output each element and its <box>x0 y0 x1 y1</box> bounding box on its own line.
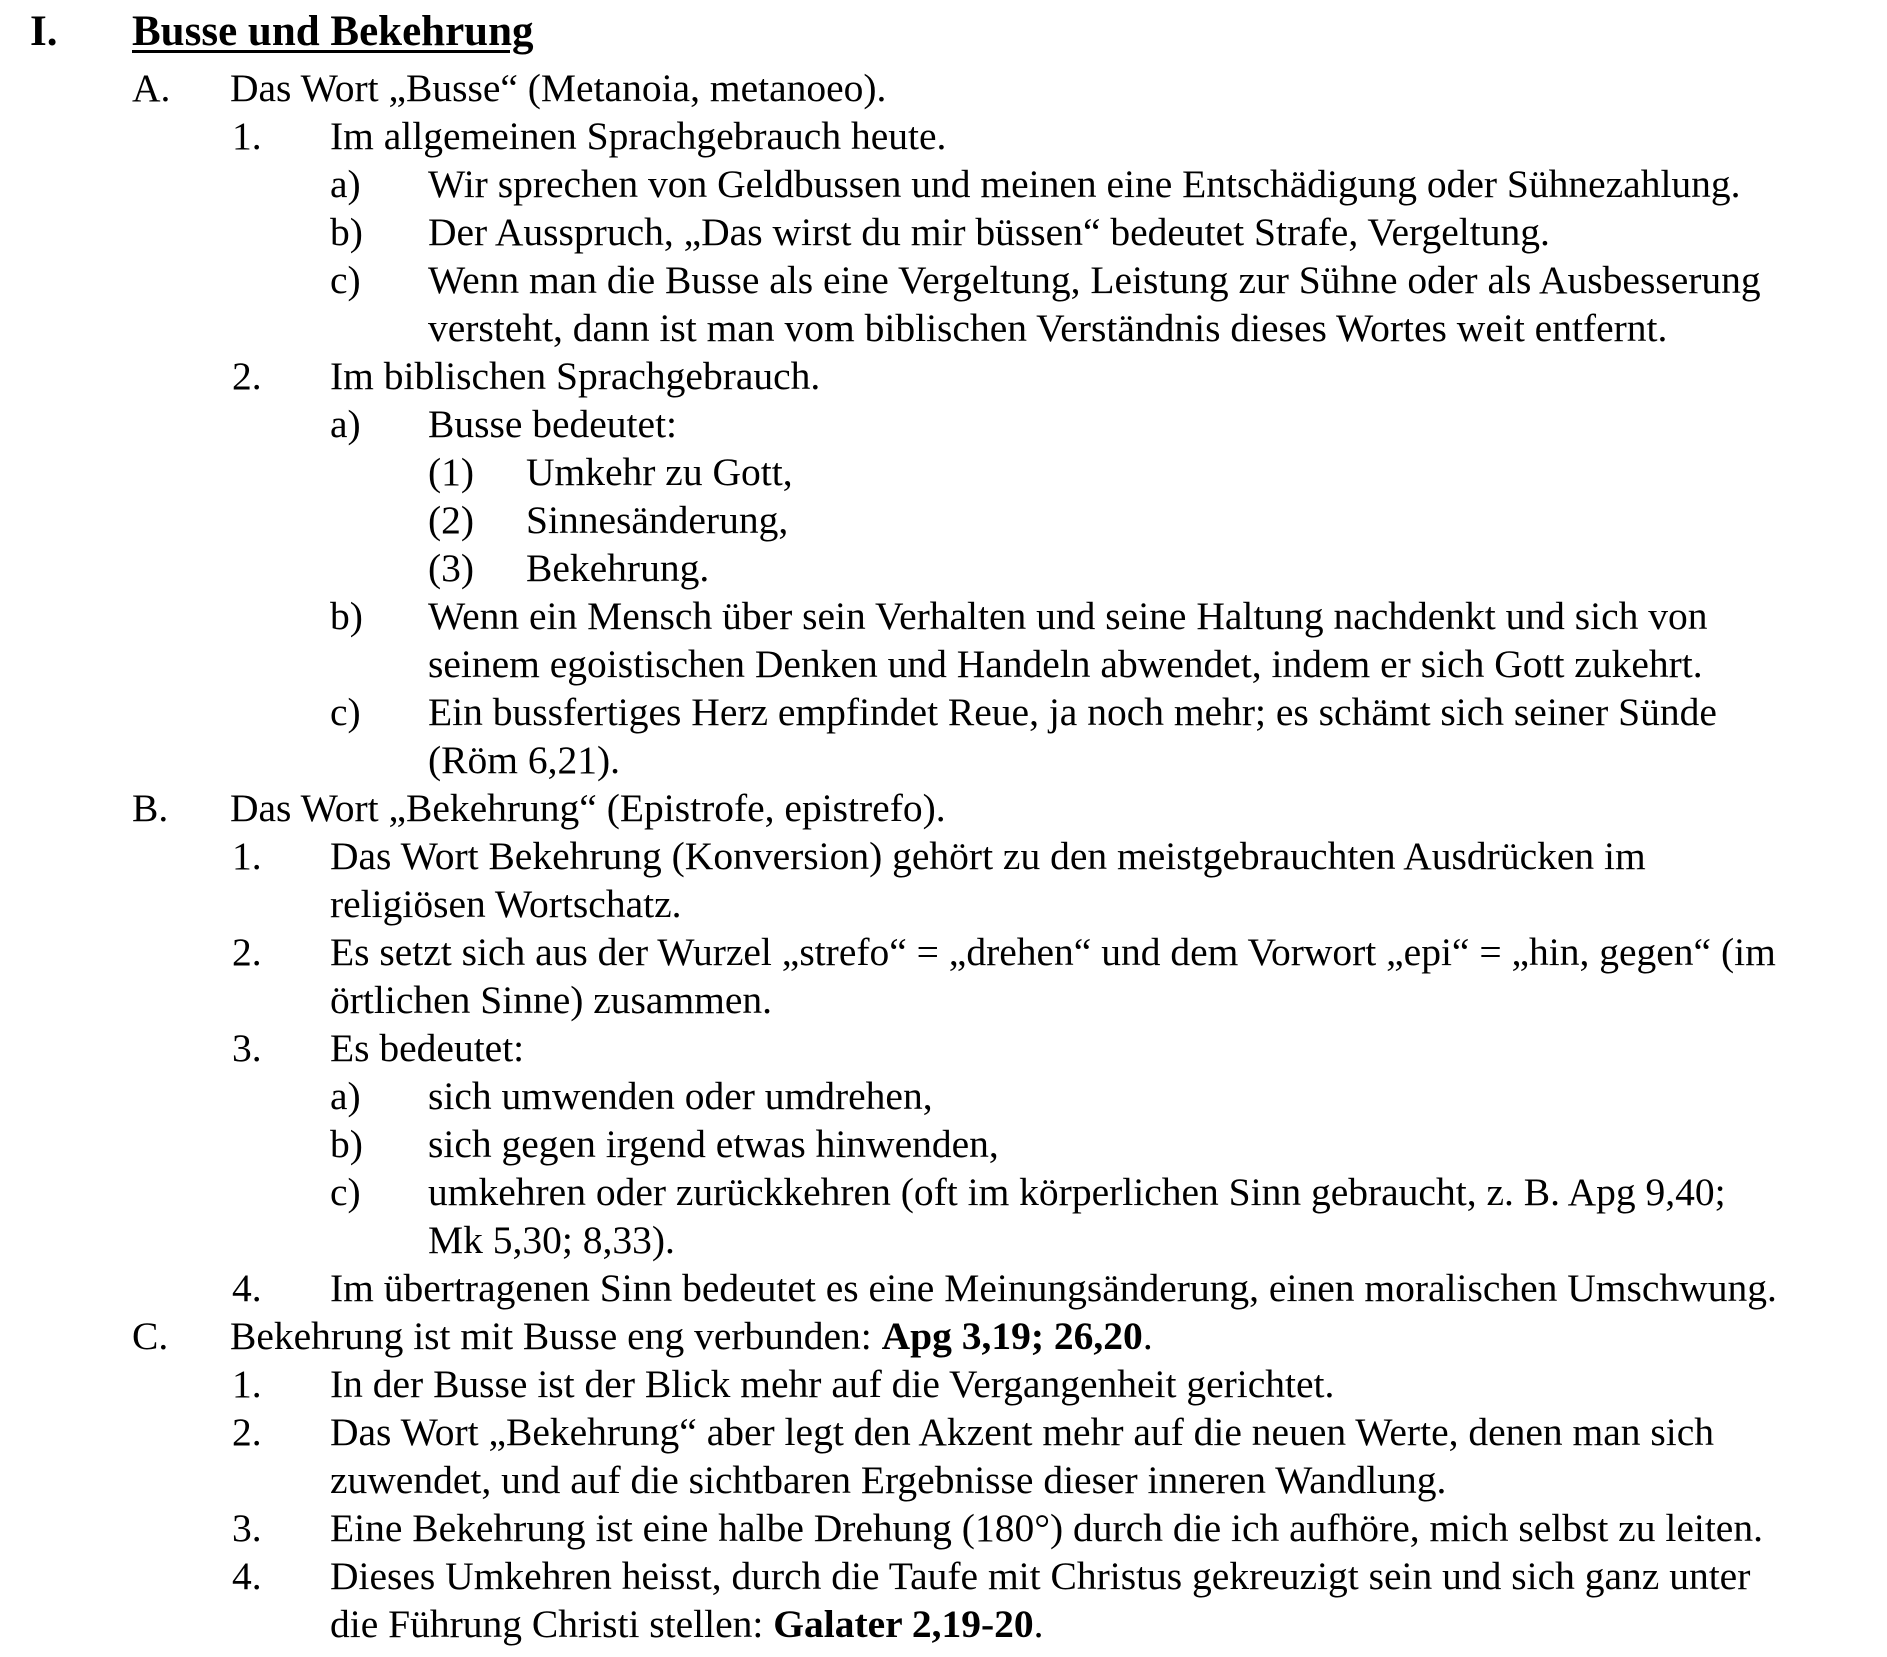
outline-item-A1a <box>0 160 1887 208</box>
outline-item-A1c <box>0 256 1887 304</box>
bible-reference: Galater 2,19-20 <box>773 1602 1034 1646</box>
item-label: a) <box>330 1074 361 1118</box>
item-label: 2. <box>232 1410 262 1454</box>
item-text: Der Ausspruch, „Das wirst du mir büssen“ bedeutet Strafe, Vergeltung. <box>428 210 1550 254</box>
item-label: c) <box>330 258 361 302</box>
section-label: I. <box>30 8 58 55</box>
item-text: Im übertragenen Sinn bedeutet es eine Meinungsänderung, einen moralischen Umschwung. <box>330 1266 1777 1310</box>
outline-item-A2c-continuation <box>0 736 1887 784</box>
item-text: Mk 5,30; 8,33). <box>428 1218 675 1262</box>
item-text: Sinnesänderung, <box>526 498 789 542</box>
outline-item-B3a <box>0 1072 1887 1120</box>
item-text: Dieses Umkehren heisst, durch die Taufe mit Christus gekreuzigt sein und sich ganz unter <box>330 1554 1751 1598</box>
item-text: Busse bedeutet: <box>428 402 678 446</box>
item-text: Das Wort „Busse“ (Metanoia, metanoeo). <box>230 66 887 110</box>
item-label: C. <box>132 1314 169 1358</box>
outline-item-A1c-continuation <box>0 304 1887 352</box>
item-text: zuwendet, und auf die sichtbaren Ergebnisse dieser inneren Wandlung. <box>330 1458 1447 1502</box>
item-text: Das Wort „Bekehrung“ (Epistrofe, epistrefo). <box>230 786 946 830</box>
item-text: Wir sprechen von Geldbussen und meinen eine Entschädigung oder Sühnezahlung. <box>428 162 1741 206</box>
item-text: Es bedeutet: <box>330 1026 525 1070</box>
item-label: 4. <box>232 1266 262 1310</box>
item-text <box>230 1312 1153 1360</box>
item-text: versteht, dann ist man vom biblischen Verständnis dieses Wortes weit entfernt. <box>428 306 1668 350</box>
item-label: (2) <box>428 498 475 542</box>
section-title: Busse und Bekehrung <box>132 8 534 55</box>
item-text: Eine Bekehrung ist eine halbe Drehung (180°) durch die ich aufhöre, mich selbst zu leiten. <box>330 1506 1763 1550</box>
item-label: A. <box>132 66 171 110</box>
outline-item-A2a2 <box>0 496 1887 544</box>
item-label: b) <box>330 210 363 254</box>
outline-item-B3c-continuation <box>0 1216 1887 1264</box>
item-label: c) <box>330 690 361 734</box>
outline-item-A2a <box>0 400 1887 448</box>
outline-item-C <box>0 1312 1887 1360</box>
outline-item-A2a3 <box>0 544 1887 592</box>
item-label: 3. <box>232 1026 262 1070</box>
item-label: a) <box>330 402 361 446</box>
outline-item-C2 <box>0 1408 1887 1456</box>
item-label: B. <box>132 786 169 830</box>
outline-item-B1 <box>0 832 1887 880</box>
item-label: (3) <box>428 546 475 590</box>
outline-item-C2-continuation <box>0 1456 1887 1504</box>
outline-item-A1 <box>0 112 1887 160</box>
outline-item-B3b <box>0 1120 1887 1168</box>
item-text: Ein bussfertiges Herz empfindet Reue, ja noch mehr; es schämt sich seiner Sünde <box>428 690 1717 734</box>
outline-item-C3 <box>0 1504 1887 1552</box>
item-text: (Röm 6,21). <box>428 738 621 782</box>
outline-item-B3 <box>0 1024 1887 1072</box>
item-label: b) <box>330 1122 363 1166</box>
item-label: 4. <box>232 1554 262 1598</box>
item-label: 3. <box>232 1506 262 1550</box>
item-text-end: . <box>1033 1602 1044 1646</box>
outline-item-C1 <box>0 1360 1887 1408</box>
item-label: 1. <box>232 834 262 878</box>
outline-item-B3c <box>0 1168 1887 1216</box>
item-text: Bekehrung. <box>526 546 710 590</box>
outline-item-A <box>0 64 1887 112</box>
outline-item-A1b <box>0 208 1887 256</box>
item-text: Das Wort „Bekehrung“ aber legt den Akzent mehr auf die neuen Werte, denen man sich <box>330 1410 1715 1454</box>
outline-item-A2b-continuation <box>0 640 1887 688</box>
item-text: umkehren oder zurückkehren (oft im körperlichen Sinn gebraucht, z. B. Apg 9,40; <box>428 1170 1726 1214</box>
item-text: Im allgemeinen Sprachgebrauch heute. <box>330 114 947 158</box>
item-text-plain: Bekehrung ist mit Busse eng verbunden: <box>230 1314 882 1358</box>
item-text <box>330 1600 1044 1648</box>
item-text: religiösen Wortschatz. <box>330 882 682 926</box>
outline-item-A2 <box>0 352 1887 400</box>
outline-item-B <box>0 784 1887 832</box>
item-text: Wenn ein Mensch über sein Verhalten und seine Haltung nachdenkt und sich von <box>428 594 1708 638</box>
item-label: a) <box>330 162 361 206</box>
item-label: 1. <box>232 114 262 158</box>
item-label: (1) <box>428 450 475 494</box>
item-text: seinem egoistischen Denken und Handeln abwendet, indem er sich Gott zukehrt. <box>428 642 1703 686</box>
item-text: Wenn man die Busse als eine Vergeltung, Leistung zur Sühne oder als Ausbesserung <box>428 258 1761 302</box>
outline-item-A2b <box>0 592 1887 640</box>
outline-item-C4 <box>0 1552 1887 1600</box>
item-label: 2. <box>232 354 262 398</box>
bible-reference: Apg 3,19; 26,20 <box>881 1314 1143 1358</box>
outline-item-B2 <box>0 928 1887 976</box>
item-label: 2. <box>232 930 262 974</box>
item-text-end: . <box>1142 1314 1153 1358</box>
item-text: In der Busse ist der Blick mehr auf die Vergangenheit gerichtet. <box>330 1362 1335 1406</box>
outline-item-A2c <box>0 688 1887 736</box>
outline-item-C4-continuation <box>0 1600 1887 1648</box>
outline-item-B1-continuation <box>0 880 1887 928</box>
item-text: örtlichen Sinne) zusammen. <box>330 978 773 1022</box>
outline-item-B4 <box>0 1264 1887 1312</box>
section-heading <box>0 8 1887 56</box>
item-text: Im biblischen Sprachgebrauch. <box>330 354 821 398</box>
item-text: sich gegen irgend etwas hinwenden, <box>428 1122 999 1166</box>
item-text: Umkehr zu Gott, <box>526 450 793 494</box>
item-text-plain: die Führung Christi stellen: <box>330 1602 774 1646</box>
outline-item-B2-continuation <box>0 976 1887 1024</box>
item-text: sich umwenden oder umdrehen, <box>428 1074 933 1118</box>
item-text: Das Wort Bekehrung (Konversion) gehört zu den meistgebrauchten Ausdrücken im <box>330 834 1646 878</box>
item-label: c) <box>330 1170 361 1214</box>
item-label: 1. <box>232 1362 262 1406</box>
outline-item-A2a1 <box>0 448 1887 496</box>
item-label: b) <box>330 594 363 638</box>
item-text: Es setzt sich aus der Wurzel „strefo“ = „drehen“ und dem Vorwort „epi“ = „hin, gegen“ (im <box>330 930 1776 974</box>
